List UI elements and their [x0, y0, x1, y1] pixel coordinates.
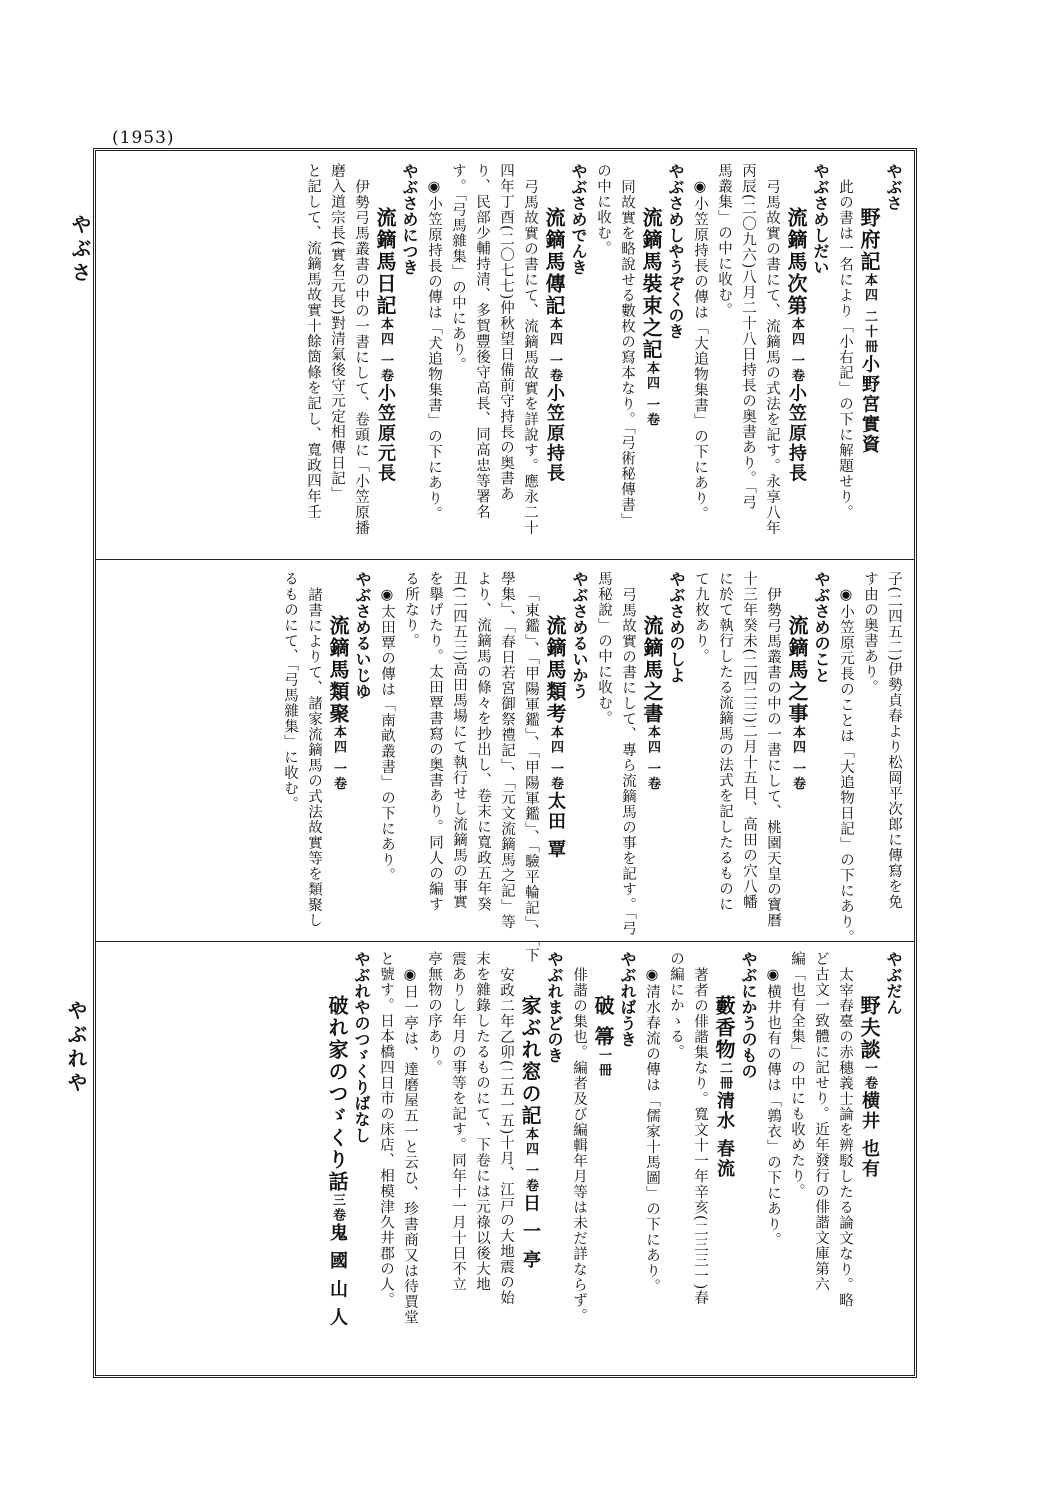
entry-volume: 一卷	[862, 1061, 877, 1091]
entry-text: ど古文一致體に記せり。近年發行の俳諧文庫第六	[813, 951, 829, 1292]
entry-title-line	[858, 951, 880, 1179]
entry-title: 藪香物	[712, 995, 736, 1061]
entry-text: る所なり。	[403, 571, 419, 649]
entry-text: ◉太田覃の傳は「南畝叢書」の下にあり。	[379, 587, 395, 883]
entry-text: ◉小笠原元長のことは「大追物日記」の下にあり。	[838, 587, 854, 945]
entry-volume: 本四 一卷	[790, 725, 805, 792]
entry-volume: 本四 一卷	[789, 317, 804, 384]
panel-divider	[96, 559, 914, 560]
entry-title-line	[858, 163, 880, 455]
entry-text: るものにて、「弓馬雜集」に收む。	[282, 571, 298, 812]
entry-text: 丑(二四五三)高田馬場にて執行せし流鏑馬の事實	[451, 571, 467, 910]
entry-text: より、流鏑馬の條々を抄出し、卷末に寬政五年癸	[475, 571, 491, 912]
side-label-lower: やぶれや	[64, 1000, 88, 1096]
entry-title: 破れ家のつゞくり話	[325, 995, 349, 1193]
entry-reading: やぶれまどのき	[545, 951, 564, 1063]
entry-title: 流鏑馬裝束之記	[639, 207, 663, 361]
entry-volume: 本四 一卷	[378, 317, 393, 384]
entry-author: 日 一 亭	[520, 1193, 541, 1271]
entry-title-line	[785, 163, 807, 484]
entry-text: て九枚あり。	[693, 571, 709, 664]
entry-author: 横井 也有	[859, 1091, 880, 1180]
entry-text: 亭無物の序あり。	[426, 951, 442, 1075]
entry-volume: 本四 一卷	[547, 317, 562, 384]
entry-text: 俳諧の集也。編者及び編輯年月等は未だ詳ならず。	[571, 967, 587, 1324]
page-number: (1953)	[112, 128, 175, 148]
entry-volume: 三卷	[330, 1193, 345, 1223]
entry-text: ◉日一亭は、達磨屋五一と云ひ、珍書商又は待賈堂	[402, 967, 418, 1325]
entry-text: 弓馬故實の書にして、專ら流鏑馬の事を記す。「弓	[620, 587, 636, 937]
entry-text: 馬叢集」の中に收む。	[716, 163, 732, 318]
entry-volume: 本四 一卷	[644, 361, 659, 428]
entry-text: 丙辰(二〇九六)八月二十八日持長の奥書あり。「弓	[740, 163, 756, 511]
entry-title-line	[544, 571, 566, 860]
entry-title-line	[543, 163, 565, 484]
entry-title: 流鏑馬日記	[373, 207, 397, 317]
entry-title-line	[327, 571, 349, 792]
entry-title: 流鏑馬之書	[640, 615, 664, 725]
entry-text: 「東鑑」、「甲陽軍鑑」、「甲陽軍鑑」、「驗平輪記」、「下	[523, 587, 539, 963]
entry-text: 安政二年乙卯(二五一五)十月、江戸の大地震の始	[498, 967, 514, 1306]
entry-reading: やぶさ	[884, 163, 903, 211]
entry-text: 四年丁酉(二〇七七)仲秋望日備前守持長の奥書あ	[498, 163, 514, 502]
entry-volume: 本四 一卷	[548, 725, 563, 792]
entry-reading: やぶさめにつき	[400, 163, 419, 275]
entry-text: 著者の俳諧集なり。寬文十一年辛亥(二三三一)春	[692, 967, 708, 1306]
entry-text: 同故實を略說せる數枚の寫本なり。「弓術秘傳書」	[619, 179, 635, 529]
entry-text: ◉小笠原持長の傳は「大追物集書」の下にあり。	[692, 179, 708, 522]
continued-text: 子(二四五二)伊勢貞春より松岡平次郎に傳寫を免	[886, 571, 902, 910]
entry-reading: やぶさめしだい	[811, 163, 830, 275]
entry-volume: 本四 一卷	[645, 725, 660, 792]
entry-volume: 一冊	[596, 1047, 611, 1078]
entry-title: 野夫談	[857, 995, 881, 1061]
entry-author: 清水 春流	[714, 1091, 735, 1180]
entry-text: 太宰春臺の赤穗義士論を辨駁したる論文なり。略	[837, 967, 853, 1308]
entry-text: ◉小笠原持長の傳は「犬追物集書」の下にあり。	[426, 179, 442, 522]
entry-title-line	[374, 163, 396, 484]
entry-title: 野府記	[857, 207, 881, 273]
entry-title: 家ぶれ窓の記	[518, 995, 542, 1127]
entry-reading: やぶさめのこと	[812, 571, 831, 683]
entry-title-line	[641, 571, 663, 792]
entry-title-line	[786, 571, 808, 792]
entry-text: ◉横井也有の傳は「鶉衣」の下にあり。	[765, 967, 781, 1248]
entry-reading: やぶさめるいかう	[570, 571, 589, 699]
entry-title-line	[326, 951, 348, 1328]
entry-reading: やぶればうき	[618, 951, 637, 1047]
entry-text: の中に收む。	[595, 163, 611, 256]
entry-title: 流鏑馬類聚	[326, 615, 350, 725]
entry-reading: やぶだん	[884, 951, 903, 1015]
continued-text: す由の奥書あり。	[862, 571, 878, 695]
entry-title: 流鏑馬次第	[784, 207, 808, 317]
dictionary-panel-bottom	[106, 951, 904, 1371]
panel-divider	[96, 941, 914, 942]
entry-author: 鬼 國 山 人	[327, 1223, 348, 1328]
entry-volume: 本四 一卷	[523, 1127, 538, 1194]
entry-text: の編にかゝる。	[668, 951, 684, 1060]
entry-reading: やぶれやのつゞくりばなし	[352, 951, 371, 1143]
entry-title: 流鏑馬之事	[785, 615, 809, 725]
dictionary-panel-top	[106, 163, 904, 553]
entry-text: 震ありし年月の事等を記す。同年十一月十日不立	[450, 951, 466, 1292]
entry-text: 磨入道宗長(實名元長)對清氣後守元定相傳日記」	[329, 163, 345, 502]
entry-text: 十三年癸未(二四二三)二月十五日、高田の穴八幡	[741, 571, 757, 910]
entry-title: 破 箒	[591, 995, 615, 1048]
entry-text: り、民部少輔持清、多賀豐後守高長、同高忠等署名	[474, 163, 490, 520]
entry-title: 流鏑馬類考	[543, 615, 567, 725]
entry-text: 編「也有全集」の中にも收めたり。	[789, 951, 805, 1199]
entry-text: 弓馬故實の書にて、流鏑馬の式法を記す。永享八年	[764, 179, 780, 536]
entry-volume: 本四 二十冊	[862, 273, 877, 355]
entry-text: す。「弓馬雜集」の中にあり。	[450, 163, 466, 373]
entry-title: 流鏑馬傳記	[542, 207, 566, 317]
entry-text: 馬秘說」の中に收む。	[596, 571, 612, 726]
entry-text: 此の書は一名により「小右記」の下に解題せり。	[837, 179, 853, 520]
entry-title-line	[713, 951, 735, 1179]
entry-reading: やぶにかうのもの	[739, 951, 758, 1079]
entry-title-line	[519, 951, 541, 1270]
entry-volume: 二冊	[717, 1061, 732, 1091]
entry-text: 伊勢弓馬叢書の中の一書にして、卷頭に「小笠原播	[353, 179, 369, 536]
entry-text: を擧げたり。太田覃書寫の奥書あり。同人の編す	[427, 571, 443, 912]
entry-reading: やぶさめるいじゆ	[353, 571, 372, 699]
entry-text: と記して、流鏑馬故實十餘箇條を記し、寬政四年壬	[305, 163, 321, 520]
entry-reading: やぶさめしやうぞくのき	[666, 163, 685, 339]
entry-text: 弓馬故實の書にて、流鏑馬故實を詳說す。應永二十	[522, 179, 538, 536]
entry-author: 太田 覃	[545, 791, 566, 860]
entry-author: 小野宮實資	[859, 354, 880, 455]
entry-title-line	[640, 163, 662, 428]
entry-volume: 本四 一卷	[331, 725, 346, 792]
entry-text: に於て執行したる流鏑馬の法式を記したるものに	[717, 571, 733, 912]
entry-text: 諸書によりて、諸家流鏑馬の式法故實等を類聚し	[306, 587, 322, 928]
entry-author: 小笠原持長	[544, 383, 565, 484]
entry-author: 小笠原元長	[375, 383, 396, 484]
entry-title-line	[592, 951, 614, 1078]
page-frame	[93, 148, 917, 1378]
dictionary-panel-middle	[106, 571, 904, 963]
entry-reading: やぶさめでんき	[569, 163, 588, 275]
side-label-upper: やぶさ	[68, 214, 92, 286]
entry-text: 學集」、「春日若宮御祭禮記」、「元文流鏑馬之記」等	[499, 571, 515, 930]
entry-text: と號す。日本橋四日市の床店、相模津久井郡の人。	[378, 951, 394, 1308]
entry-author: 小笠原持長	[786, 383, 807, 484]
entry-reading: やぶさめのしよ	[667, 571, 686, 683]
entry-text: 末を雜錄したるものにて、下卷には元祿以後大地	[474, 951, 490, 1292]
entry-text: ◉清水春流の傳は「儒家十馬圖」の下にあり。	[644, 967, 660, 1294]
entry-text: 伊勢弓馬叢書の中の一書にして、桃園天皇の寶曆	[765, 587, 781, 928]
